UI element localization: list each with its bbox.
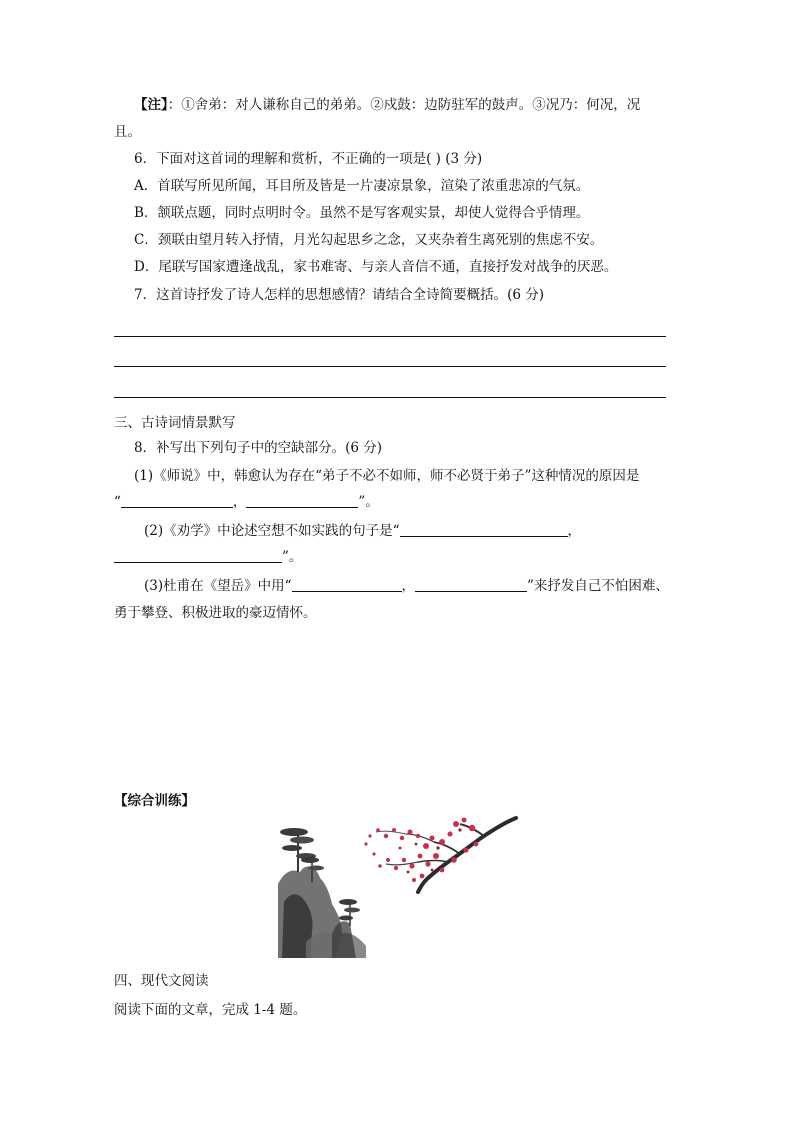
answer-line-1[interactable] [114,336,666,337]
item-1-line-1: (1)《师说》中，韩愈认为存在“弟子不必不如师，师不必贤于弟子”这种情况的原因是 [134,468,640,484]
note-line-1 [134,96,640,114]
ink-mountain-illustration [276,822,368,958]
question-6-stem: 6．下面对这首词的理解和赏析，不正确的一项是( ) (3 分) [134,151,483,167]
item-3-blank-2[interactable] [415,577,527,592]
section-4-instruction: 阅读下面的文章，完成 1-4 题。 [114,1002,307,1018]
section-3-title: 三、古诗词情景默写 [114,415,236,431]
answer-line-3[interactable] [114,397,666,398]
answer-line-2[interactable] [114,366,666,367]
question-6-option-c: C．颈联由望月转入抒情，月光勾起思乡之念，又夹杂着生离死别的焦虑不安。 [134,232,604,248]
question-6-option-d: D．尾联写国家遭逢战乱，家书难寄、与亲人音信不通，直接抒发对战争的厌恶。 [134,259,618,275]
plum-blossom-illustration [356,814,518,894]
item-3-line-2: 勇于攀登、积极进取的豪迈情怀。 [114,605,317,621]
item-1-line-2: “ ， ”。 [114,494,379,510]
item-3-line-1: (3)杜甫在《望岳》中用“ ， ”来抒发自己不怕困难、 [144,578,669,594]
comprehensive-title: 【综合训练】 [114,793,195,809]
item-1-blank-1[interactable] [121,493,233,508]
item-1-blank-2[interactable] [246,493,358,508]
note-prefix: 【注】 [134,97,168,113]
note-text-1: ：①舍弟：对人谦称自己的弟弟。②戍鼓：边防驻军的鼓声。③况乃：何况，况 [167,97,641,113]
section-4-title: 四、现代文阅读 [114,973,209,989]
item-2-blank-1[interactable] [400,522,568,537]
note-line-2: 且。 [114,124,141,140]
question-6-option-a: A．首联写所见所闻，耳目所及皆是一片凄凉景象，渲染了浓重悲凉的气氛。 [134,178,590,194]
question-8-stem: 8．补写出下列句子中的空缺部分。(6 分) [134,440,383,456]
question-7-stem: 7．这首诗抒发了诗人怎样的思想感情？请结合全诗简要概括。(6 分) [134,287,545,303]
item-2-blank-2[interactable] [114,548,282,563]
item-3-blank-1[interactable] [292,577,402,592]
item-2-line-2: ”。 [114,548,302,566]
item-2-line-1: (2)《劝学》中论述空想不如实践的句子是“ ， [144,523,582,539]
question-6-option-b: B．颔联点题，同时点明时令。虽然不是写客观实景，却使人觉得合乎情理。 [134,205,590,221]
